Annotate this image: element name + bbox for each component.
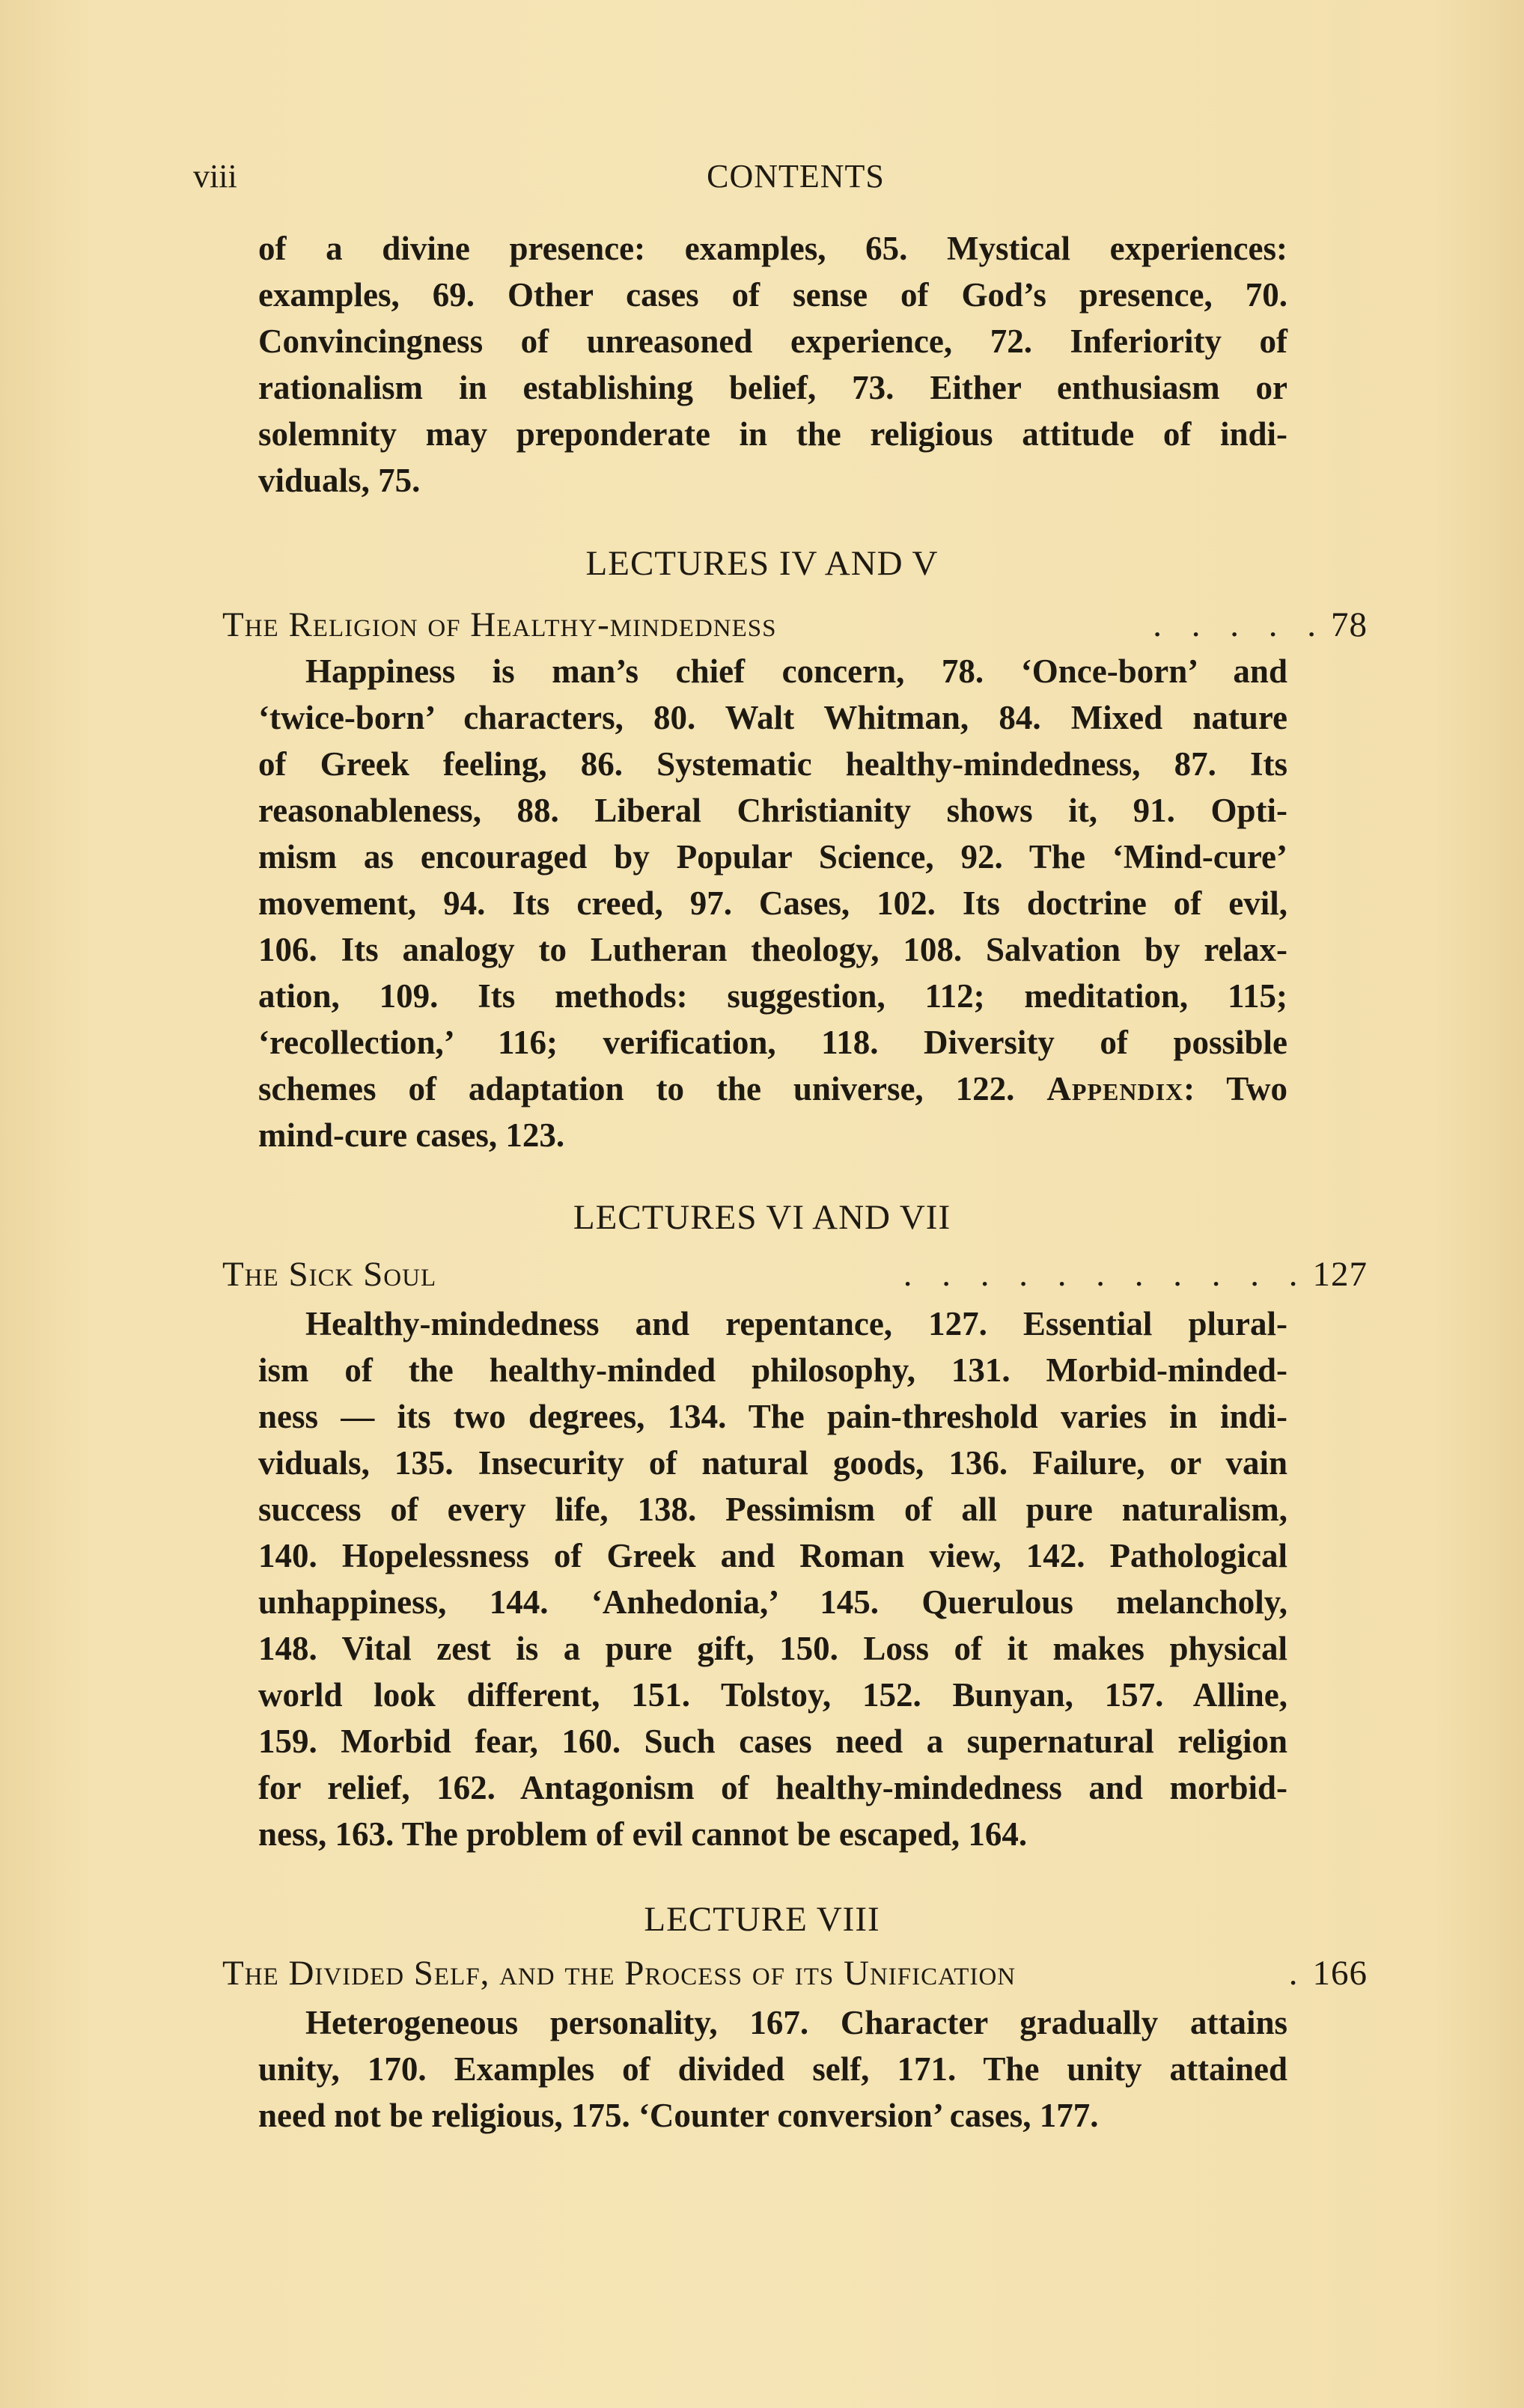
entry-summary [258,1999,1287,2139]
continuation-paragraph [258,225,1287,504]
text-line: 148. Vital zest is a pure gift, 150. Loss of it makes physical [258,1630,1287,1667]
text-line: ation, 109. Its methods: suggestion, 112; meditation, 115; [258,977,1287,1015]
toc-entry [222,1251,1368,1298]
text-line: movement, 94. Its creed, 97. Cases, 102. Its doctrine of evil, [258,884,1287,922]
entry-title: The Divided Self, and the Process of its Unification [222,1954,1016,1993]
text-line: unity, 170. Examples of divided self, 171. The unity attained [258,2050,1287,2088]
text-line: viduals, 135. Insecurity of natural goods, 136. Failure, or vain [258,1444,1287,1482]
running-title: CONTENTS [707,158,885,195]
entry-summary [258,648,1287,1158]
entry-page-number: 127 [1312,1255,1368,1294]
text-line: solemnity may preponderate in the religious attitude of indi- [258,415,1287,453]
text-segment: : Two [1183,1070,1287,1107]
text-line: of a divine presence: examples, 65. Mystical experiences: [258,230,1287,267]
entry-page-number: 166 [1312,1954,1368,1993]
toc-entry [222,1950,1368,1996]
page-folio: viii [193,158,237,195]
text-line: success of every life, 138. Pessimism of all pure naturalism, [258,1491,1287,1528]
text-line: reasonableness, 88. Liberal Christianity shows it, 91. Opti- [258,792,1287,829]
text-line: world look different, 151. Tolstoy, 152. Bunyan, 157. Alline, [258,1676,1287,1714]
text-line: ness — its two degrees, 134. The pain-threshold varies in indi- [258,1398,1287,1435]
toc-entry [222,602,1368,648]
entry-summary [258,1301,1287,1857]
text-line: for relief, 162. Antagonism of healthy-mindedness and morbid- [258,1769,1287,1806]
text-line: need not be religious, 175. ‘Counter conversion’ cases, 177. [258,2097,1099,2134]
text-line: 159. Morbid fear, 160. Such cases need a supernatural religion [258,1723,1287,1760]
text-line: mind-cure cases, 123. [258,1116,565,1154]
section-heading: LECTURE VIII [644,1900,880,1939]
entry-title: The Sick Soul [222,1255,437,1294]
text-line: ism of the healthy-minded philosophy, 131. Morbid-minded- [258,1351,1287,1389]
appendix-label: Appendix [1046,1070,1184,1107]
text-line: ‘recollection,’ 116; verification, 118. Diversity of possible [258,1024,1287,1061]
text-line: ‘twice-born’ characters, 80. Walt Whitman, 84. Mixed nature [258,699,1287,736]
text-line [258,1066,1287,1112]
text-line: 106. Its analogy to Lutheran theology, 108. Salvation by relax- [258,931,1287,968]
section-heading: LECTURES VI AND VII [573,1198,951,1237]
text-line: 140. Hopelessness of Greek and Roman view, 142. Pathological [258,1537,1287,1574]
text-line: Happiness is man’s chief concern, 78. ‘Once-born’ and [305,653,1287,690]
text-line: unhappiness, 144. ‘Anhedonia,’ 145. Querulous melancholy, [258,1583,1287,1621]
text-line: Heterogeneous personality, 167. Character gradually attains [305,2004,1287,2041]
text-line: viduals, 75. [258,462,421,499]
text-line: mism as encouraged by Popular Science, 92. The ‘Mind-cure’ [258,838,1287,876]
section-heading: LECTURES IV AND V [585,544,939,583]
text-line: examples, 69. Other cases of sense of God’s presence, 70. [258,276,1287,314]
text-line: of Greek feeling, 86. Systematic healthy-mindedness, 87. Its [258,745,1287,783]
dot-leaders: . [1288,1954,1308,1993]
text-line: Healthy-mindedness and repentance, 127. Essential plural- [305,1305,1287,1342]
text-segment: schemes of adaptation to the universe, 122. [258,1070,1015,1107]
entry-title: The Religion of Healthy-mindedness [222,605,777,644]
text-line: ness, 163. The problem of evil cannot be escaped, 164. [258,1815,1028,1853]
dot-leaders: . . . . . . . . . . . [903,1255,1308,1294]
text-line: rationalism in establishing belief, 73. Either enthusiasm or [258,369,1287,406]
text-line: Convincingness of unreasoned experience, 72. Inferiority of [258,323,1287,360]
entry-page-number: 78 [1331,605,1368,644]
dot-leaders: . . . . . [1153,605,1326,644]
